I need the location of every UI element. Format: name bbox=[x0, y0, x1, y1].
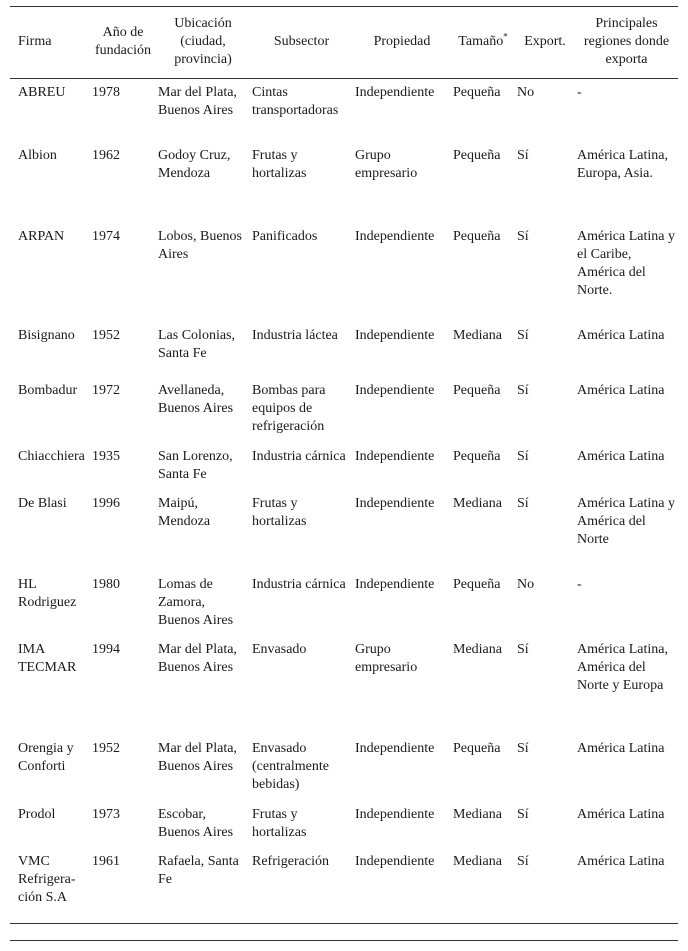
table-row bbox=[10, 801, 678, 848]
cell-export: Sí bbox=[517, 228, 529, 244]
cell-firma: ARPAN bbox=[18, 228, 65, 244]
cell-anio: 1952 bbox=[92, 740, 120, 756]
cell-regiones: América Latina, América del Norte y Europa bbox=[577, 641, 668, 693]
cell-ubicacion: San Lorenzo, Santa Fe bbox=[158, 448, 233, 482]
cell-firma: ABREU bbox=[18, 85, 66, 100]
cell-propiedad: Independiente bbox=[355, 382, 435, 398]
header-tamano bbox=[451, 7, 515, 79]
header-tamano-footnote-mark: * bbox=[503, 30, 508, 41]
cell-anio: 1974 bbox=[92, 228, 120, 244]
cell-regiones: América Latina bbox=[577, 327, 665, 343]
cell-firma: Bisignano bbox=[18, 327, 75, 343]
cell-tamano: Mediana bbox=[453, 806, 502, 822]
cell-export: Sí bbox=[515, 848, 575, 924]
header-regiones: Principales regiones donde exporta bbox=[575, 7, 678, 79]
cell-firma: Orengia y Conforti bbox=[18, 740, 74, 774]
cell-tamano: Mediana bbox=[451, 848, 515, 924]
cell-ubicacion: Mar del Plata, Buenos Aires bbox=[158, 641, 237, 675]
cell-subsector: Bombas para equipos de refrigeración bbox=[252, 382, 326, 434]
cell-export: Sí bbox=[517, 147, 529, 163]
cell-ubicacion: Escobar, Buenos Aires bbox=[158, 806, 234, 840]
header-firma: Firma bbox=[10, 7, 90, 79]
cell-propiedad: Independiente bbox=[355, 448, 435, 464]
cell-propiedad: Independiente bbox=[355, 85, 435, 100]
cell-ubicacion: Rafaela, Santa Fe bbox=[156, 848, 250, 924]
cell-anio: 1996 bbox=[92, 495, 120, 511]
header-anio: Año de fundación bbox=[90, 7, 156, 79]
table-header-row bbox=[10, 7, 678, 79]
cell-tamano: Mediana bbox=[453, 495, 502, 511]
cell-export: No bbox=[517, 576, 535, 592]
cell-firma: HL Rodriguez bbox=[18, 576, 77, 610]
cell-firma: De Blasi bbox=[18, 495, 67, 511]
cell-tamano: Pequeña bbox=[453, 85, 501, 100]
cell-ubicacion: Avellaneda, Buenos Aires bbox=[158, 382, 234, 416]
table-row bbox=[10, 490, 678, 571]
cell-tamano: Mediana bbox=[453, 641, 502, 657]
cell-ubicacion: Godoy Cruz, Mendoza bbox=[158, 147, 231, 181]
cell-ubicacion: Maipú, Mendoza bbox=[158, 495, 211, 529]
cell-subsector: Frutas y hortalizas bbox=[252, 495, 307, 529]
cell-subsector: Frutas y hortalizas bbox=[252, 147, 307, 181]
cell-propiedad: Independiente bbox=[355, 806, 435, 822]
cell-propiedad: Grupo empresario bbox=[355, 147, 418, 181]
cell-propiedad: Independiente bbox=[355, 740, 435, 756]
cell-regiones: - bbox=[577, 85, 582, 100]
cell-tamano: Mediana bbox=[453, 327, 502, 343]
cell-propiedad: Grupo empresario bbox=[355, 641, 418, 675]
cell-regiones: América Latina bbox=[575, 848, 678, 924]
cell-ubicacion: Mar del Plata, Buenos Aires bbox=[158, 85, 237, 118]
cell-subsector: Panificados bbox=[252, 228, 318, 244]
cell-ubicacion: Lobos, Buenos Aires bbox=[158, 228, 242, 262]
cell-subsector: Industria cárnica bbox=[252, 448, 346, 464]
table-row bbox=[10, 735, 678, 801]
cell-regiones: América Latina bbox=[577, 448, 665, 464]
cell-export: Sí bbox=[517, 740, 529, 756]
table-row bbox=[10, 443, 678, 490]
table-body bbox=[10, 79, 678, 924]
table-row bbox=[10, 636, 678, 735]
cell-anio: 1972 bbox=[92, 382, 120, 398]
table-row bbox=[10, 322, 678, 377]
cell-export: No bbox=[517, 85, 535, 100]
cell-regiones: América Latina y América del Norte bbox=[577, 495, 675, 547]
table-row bbox=[10, 848, 678, 924]
cell-export: Sí bbox=[517, 448, 529, 464]
cell-subsector: Industria cárnica bbox=[252, 576, 346, 592]
cell-regiones: América Latina y el Caribe, América del Norte. bbox=[577, 228, 675, 298]
cell-firma: Albion bbox=[18, 147, 57, 163]
cell-anio: 1952 bbox=[92, 327, 120, 343]
cell-firma: Chiacchiera bbox=[18, 448, 85, 464]
cell-firma: IMA TECMAR bbox=[18, 641, 77, 675]
cell-subsector: Frutas y hortalizas bbox=[252, 806, 307, 840]
cell-ubicacion: Mar del Plata, Buenos Aires bbox=[158, 740, 237, 774]
cell-propiedad: Independiente bbox=[353, 848, 451, 924]
cell-anio: 1961 bbox=[90, 848, 156, 924]
cell-anio: 1962 bbox=[92, 147, 120, 163]
header-subsector: Subsector bbox=[250, 7, 353, 79]
cell-regiones: América Latina bbox=[577, 382, 665, 398]
bottom-rule bbox=[10, 940, 678, 941]
cell-anio: 1973 bbox=[92, 806, 120, 822]
cell-export: Sí bbox=[517, 327, 529, 343]
cell-regiones: - bbox=[577, 576, 582, 592]
cell-firma: Bombadur bbox=[18, 382, 78, 398]
header-tamano-label: Tamaño bbox=[458, 33, 504, 49]
cell-export: Sí bbox=[517, 641, 529, 657]
cell-propiedad: Independiente bbox=[355, 228, 435, 244]
firms-table bbox=[10, 6, 678, 924]
cell-subsector: Cintas transportadoras bbox=[252, 85, 339, 118]
cell-subsector: Industria láctea bbox=[252, 327, 338, 343]
cell-subsector: Envasado bbox=[252, 641, 307, 657]
cell-tamano: Pequeña bbox=[453, 382, 501, 398]
cell-propiedad: Independiente bbox=[355, 327, 435, 343]
cell-export: Sí bbox=[517, 806, 529, 822]
header-ubicacion: Ubicación (ciudad, provincia) bbox=[156, 7, 250, 79]
cell-anio: 1935 bbox=[92, 448, 120, 464]
header-export: Export. bbox=[515, 7, 575, 79]
cell-anio: 1994 bbox=[92, 641, 120, 657]
table-row bbox=[10, 79, 678, 142]
cell-tamano: Pequeña bbox=[453, 576, 501, 592]
table-row bbox=[10, 142, 678, 223]
cell-tamano: Pequeña bbox=[453, 740, 501, 756]
header-propiedad: Propiedad bbox=[353, 7, 451, 79]
cell-regiones: América Latina, Europa, Asia. bbox=[577, 147, 668, 181]
cell-firma: VMC Refrigera-ción S.A bbox=[10, 848, 90, 924]
cell-regiones: América Latina bbox=[577, 740, 665, 756]
cell-tamano: Pequeña bbox=[453, 147, 501, 163]
cell-anio: 1978 bbox=[92, 85, 120, 100]
table-row bbox=[10, 223, 678, 322]
cell-ubicacion: Las Colonias, Santa Fe bbox=[158, 327, 235, 361]
table-row bbox=[10, 377, 678, 443]
table-row bbox=[10, 571, 678, 636]
cell-tamano: Pequeña bbox=[453, 228, 501, 244]
cell-anio: 1980 bbox=[92, 576, 120, 592]
cell-ubicacion: Lomas de Zamora, Buenos Aires bbox=[158, 576, 234, 628]
cell-subsector: Envasado (centralmente bebidas) bbox=[252, 740, 329, 792]
cell-tamano: Pequeña bbox=[453, 448, 501, 464]
cell-subsector: Refrigeración bbox=[250, 848, 353, 924]
cell-firma: Prodol bbox=[18, 806, 56, 822]
cell-export: Sí bbox=[517, 495, 529, 511]
cell-propiedad: Independiente bbox=[355, 576, 435, 592]
cell-propiedad: Independiente bbox=[355, 495, 435, 511]
cell-regiones: América Latina bbox=[577, 806, 665, 822]
cell-export: Sí bbox=[517, 382, 529, 398]
